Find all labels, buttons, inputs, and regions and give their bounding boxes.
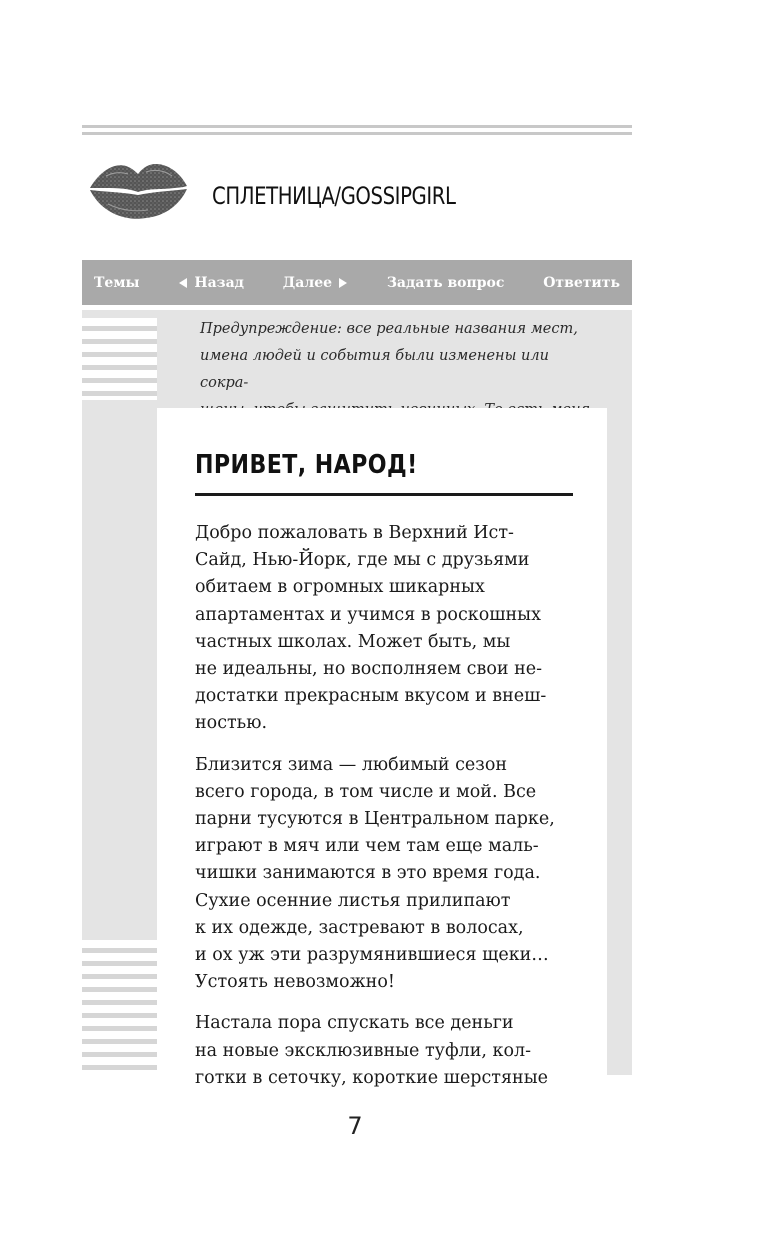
text-line: к их одежде, застревают в волосах,	[195, 917, 524, 938]
text-line: обитаем в огромных шикарных	[195, 577, 485, 598]
nav-next-link[interactable]	[283, 275, 348, 291]
nav-back-label: Назад	[194, 274, 244, 291]
lips-icon	[86, 152, 190, 226]
paragraph	[195, 520, 590, 738]
site-title: СПЛЕТНИЦА/GOSSIPGIRL	[212, 182, 456, 210]
text-line: и ох уж эти разрумянившиеся щеки…	[195, 945, 549, 966]
text-line: всего города, в том числе и мой. Все	[195, 781, 537, 802]
nav-topics-link[interactable]	[94, 275, 140, 291]
arrow-left-icon	[178, 278, 188, 288]
text-line: апартаментах и учимся в роскошных	[195, 604, 541, 625]
text-line: не идеальны, но восполняем свои не-	[195, 659, 543, 680]
text-line: на новые эксклюзивные туфли, кол-	[195, 1040, 532, 1061]
nav-back-link[interactable]	[178, 275, 244, 291]
text-line: достатки прекрасным вкусом и внеш-	[195, 686, 547, 707]
text-line: играют в мяч или чем там еще маль-	[195, 836, 539, 857]
text-line: Настала пора спускать все деньги	[195, 1013, 514, 1034]
arrow-right-icon	[338, 278, 348, 288]
nav-reply-link[interactable]	[543, 275, 620, 291]
post-heading: ПРИВЕТ, НАРОД!	[195, 450, 418, 480]
disclaimer-line: Предупреждение: все реальные названия мест,	[200, 321, 578, 337]
decorative-stripes-bottom	[82, 940, 157, 1075]
nav-next-label: Далее	[282, 274, 333, 291]
text-line: готки в сеточку, короткие шерстяные	[195, 1067, 548, 1088]
text-line: Добро пожаловать в Верхний Ист-	[195, 523, 514, 543]
text-line: Сухие осенние листья прилипают	[195, 890, 511, 911]
nav-ask-question-link[interactable]	[387, 275, 505, 291]
paragraph	[195, 1010, 590, 1092]
nav-ask-label: Задать вопрос	[386, 274, 505, 291]
text-line: частных школах. Может быть, мы	[195, 631, 511, 652]
nav-topics-label: Темы	[94, 274, 140, 291]
text-line: парни тусуются в Центральном парке,	[195, 809, 555, 830]
navigation-bar	[82, 260, 632, 305]
text-line: ностью.	[195, 713, 268, 734]
text-line: чишки занимаются в это время года.	[195, 863, 541, 884]
heading-underline	[195, 493, 573, 496]
text-line: Устоять невозможно!	[195, 972, 395, 993]
decorative-stripes-top	[82, 318, 157, 400]
nav-reply-label: Ответить	[543, 274, 620, 291]
post-body	[195, 520, 590, 1106]
disclaimer-line: имена людей и события были изменены или сокра-	[200, 348, 549, 391]
top-divider	[82, 125, 632, 135]
paragraph	[195, 752, 590, 997]
text-line: Сайд, Нью-Йорк, где мы с друзьями	[195, 550, 530, 571]
page-number: 7	[347, 1112, 363, 1140]
text-line: Близится зима — любимый сезон	[195, 754, 508, 775]
